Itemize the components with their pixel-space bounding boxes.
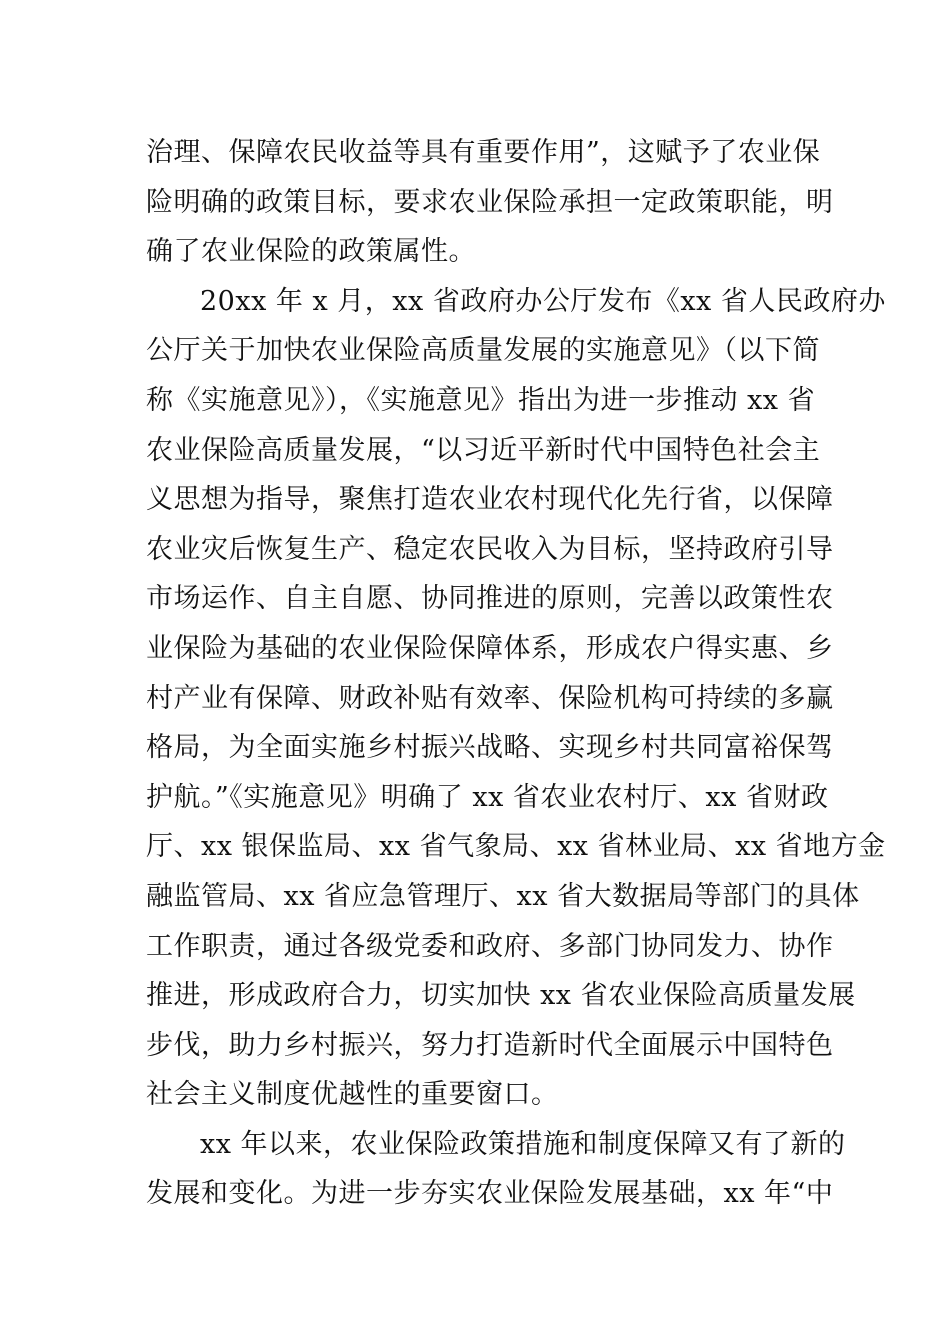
text-line: 业保险为基础的农业保险保障体系，形成农户得实惠、乡 [146, 632, 834, 664]
text-line: 农业灾后恢复生产、稳定农民收入为目标，坚持政府引导 [146, 533, 834, 565]
text-line: 工作职责，通过各级党委和政府、多部门协同发力、协作 [146, 930, 834, 962]
text-line: 村产业有保障、财政补贴有效率、保险机构可持续的多赢 [146, 682, 834, 714]
text-line: 市场运作、自主自愿、协同推进的原则，完善以政策性农 [146, 583, 834, 615]
text-line: 确了农业保险的政策属性。 [146, 236, 476, 268]
text-line: 格局，为全面实施乡村振兴战略、实现乡村共同富裕保驾 [146, 732, 834, 764]
text-line: 称《实施意见》），《实施意见》指出为进一步推动 xx 省 [146, 384, 816, 416]
text-line: 20xx 年 x 月，xx 省政府办公厅发布《xx 省人民政府办 [200, 285, 886, 317]
body-text [146, 128, 886, 1219]
text-line: 社会主义制度优越性的重要窗口。 [146, 1079, 559, 1111]
text-line: 农业保险高质量发展，“以习近平新时代中国特色社会主 [146, 434, 821, 466]
text-line: 推进，形成政府合力，切实加快 xx 省农业保险高质量发展 [146, 980, 856, 1012]
text-line: 险明确的政策目标，要求农业保险承担一定政策职能，明 [146, 186, 834, 218]
text-line: xx 年以来，农业保险政策措施和制度保障又有了新的 [200, 1128, 846, 1160]
text-line: 厅、xx 银保监局、xx 省气象局、xx 省林业局、xx 省地方金 [146, 831, 886, 863]
text-line: 发展和变化。为进一步夯实农业保险发展基础，xx 年“中 [146, 1178, 834, 1210]
text-line: 护航。”《实施意见》明确了 xx 省农业农村厅、xx 省财政 [146, 781, 829, 813]
text-line: 义思想为指导，聚焦打造农业农村现代化先行省，以保障 [146, 484, 834, 516]
text-line: 公厅关于加快农业保险高质量发展的实施意见》（以下简 [146, 335, 820, 367]
text-line: 治理、保障农民收益等具有重要作用”，这赋予了农业保 [146, 137, 821, 168]
text-line: 融监管局、xx 省应急管理厅、xx 省大数据局等部门的具体 [146, 880, 860, 912]
text-line: 步伐，助力乡村振兴，努力打造新时代全面展示中国特色 [146, 1029, 834, 1061]
